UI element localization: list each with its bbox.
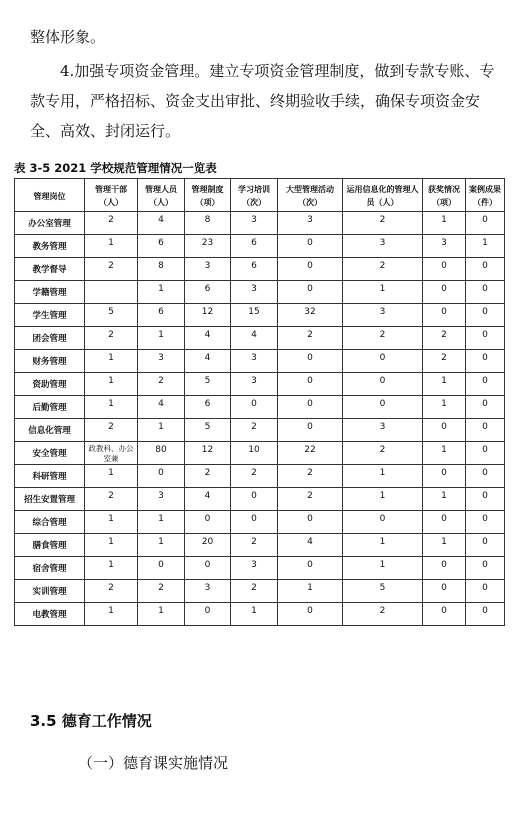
table-row [15,350,505,373]
table-cell: 6 [231,258,278,281]
table-cell: 12 [185,304,231,327]
table-cell: 5 [185,419,231,442]
table-cell: 1 [423,373,466,396]
table-cell: 0 [231,488,278,511]
table-cell: 0 [423,465,466,488]
table-cell: 2 [138,373,185,396]
table-cell: 12 [185,442,231,465]
table-row [15,534,505,557]
table-cell: 2 [343,212,423,235]
table-cell: 0 [423,557,466,580]
row-label: 科研管理 [15,465,85,488]
row-label: 教学督导 [15,258,85,281]
table-cell: 2 [85,258,138,281]
subsection-title: （一）德育课实施情况 [78,754,229,772]
table-caption: 表 3-5 2021 学校规范管理情况一览表 [14,161,217,175]
table-cell: 32 [278,304,343,327]
column-header: 案例成果（件） [466,179,505,212]
table-cell: 2 [343,327,423,350]
table-cell [85,281,138,304]
row-label: 膳食管理 [15,534,85,557]
table-row [15,304,505,327]
table-cell: 政教科、办公室兼 [85,442,138,465]
table-cell: 1 [138,281,185,304]
table-row [15,235,505,258]
row-label: 安全管理 [15,442,85,465]
table-cell: 2 [231,419,278,442]
row-label: 后勤管理 [15,396,85,419]
table-cell: 0 [466,304,505,327]
table-cell: 1 [85,373,138,396]
table-cell: 0 [466,580,505,603]
table-cell: 0 [231,511,278,534]
table-cell: 3 [231,281,278,304]
table-cell: 0 [423,304,466,327]
row-label: 招生安置管理 [15,488,85,511]
table-cell: 0 [423,258,466,281]
table-cell: 3 [185,258,231,281]
table-cell: 4 [138,396,185,419]
table-cell: 2 [278,465,343,488]
table-cell: 3 [231,212,278,235]
table-cell: 0 [423,281,466,304]
table-cell: 5 [185,373,231,396]
table-cell: 3 [231,557,278,580]
table-cell: 1 [423,442,466,465]
table-cell: 0 [466,442,505,465]
row-label: 办公室管理 [15,212,85,235]
table-cell: 1 [85,235,138,258]
table-cell: 15 [231,304,278,327]
table-cell: 3 [231,350,278,373]
table-cell: 5 [343,580,423,603]
table-cell: 4 [231,327,278,350]
table-cell: 0 [138,465,185,488]
table-cell: 3 [231,373,278,396]
table-cell: 0 [466,350,505,373]
table-cell: 2 [343,603,423,626]
table-cell: 1 [343,488,423,511]
column-header: 学习培训（次） [231,179,278,212]
table-cell: 0 [138,557,185,580]
table-cell: 2 [85,327,138,350]
table-cell: 0 [278,350,343,373]
table-cell: 0 [343,373,423,396]
table-cell: 0 [278,511,343,534]
table-cell: 0 [278,557,343,580]
table-row [15,212,505,235]
table-cell: 0 [466,419,505,442]
table-cell: 0 [466,511,505,534]
table-cell: 4 [185,488,231,511]
table-cell: 0 [185,557,231,580]
table-cell: 0 [423,580,466,603]
column-header: 管理岗位 [15,179,85,212]
table-cell: 0 [466,465,505,488]
table-cell: 1 [231,603,278,626]
table-cell: 1 [423,212,466,235]
table-cell: 3 [343,419,423,442]
paragraph-intro: 整体形象。 [30,28,106,46]
table-cell: 3 [343,304,423,327]
row-label: 财务管理 [15,350,85,373]
table-cell: 1 [343,465,423,488]
table-cell: 3 [343,235,423,258]
table-cell: 0 [466,281,505,304]
table-row [15,465,505,488]
table-row [15,442,505,465]
row-label: 资助管理 [15,373,85,396]
table-cell: 1 [423,534,466,557]
column-header: 大型管理活动（次） [278,179,343,212]
table-cell: 0 [466,373,505,396]
table-cell: 8 [138,258,185,281]
table-cell: 4 [185,327,231,350]
table-cell: 0 [466,534,505,557]
table-cell: 2 [138,580,185,603]
table-body [15,212,505,626]
table-cell: 2 [423,350,466,373]
column-header: 管理干部（人） [85,179,138,212]
table-cell: 1 [85,350,138,373]
table-cell: 3 [138,350,185,373]
row-label: 实训管理 [15,580,85,603]
table-cell: 20 [185,534,231,557]
table-cell: 10 [231,442,278,465]
table-cell: 2 [85,212,138,235]
table-cell: 0 [423,511,466,534]
table-cell: 0 [466,212,505,235]
row-label: 宿舍管理 [15,557,85,580]
table-row [15,557,505,580]
table-row [15,580,505,603]
table-cell: 5 [85,304,138,327]
table-cell: 2 [85,488,138,511]
table-cell: 0 [278,281,343,304]
row-label: 教务管理 [15,235,85,258]
table-cell: 4 [278,534,343,557]
table-cell: 0 [185,511,231,534]
table-cell: 0 [466,557,505,580]
table-cell: 3 [423,235,466,258]
table-cell: 1 [423,488,466,511]
column-header: 获奖情况（项） [423,179,466,212]
table-cell: 1 [85,465,138,488]
table-cell: 2 [85,580,138,603]
table-cell: 8 [185,212,231,235]
table-row [15,396,505,419]
table-cell: 1 [343,534,423,557]
table-cell: 1 [423,396,466,419]
table-cell: 1 [138,511,185,534]
table-cell: 6 [138,235,185,258]
table-cell: 1 [85,396,138,419]
table-cell: 6 [185,396,231,419]
table-header-row [15,179,505,212]
table-cell: 22 [278,442,343,465]
table-cell: 3 [278,212,343,235]
table-cell: 2 [231,465,278,488]
table-cell: 0 [343,350,423,373]
row-label: 信息化管理 [15,419,85,442]
row-label: 综合管理 [15,511,85,534]
table-cell: 6 [138,304,185,327]
table-cell: 0 [278,373,343,396]
table-cell: 3 [138,488,185,511]
table-cell: 1 [85,557,138,580]
table-cell: 6 [185,281,231,304]
table-cell: 2 [278,327,343,350]
table-cell: 0 [466,488,505,511]
table-cell: 2 [231,534,278,557]
row-label: 电教管理 [15,603,85,626]
table-cell: 2 [343,442,423,465]
table-cell: 23 [185,235,231,258]
section-title: 3.5 德育工作情况 [30,712,152,730]
table-cell: 1 [138,534,185,557]
table-cell: 1 [343,557,423,580]
table-row [15,603,505,626]
table-cell: 0 [466,327,505,350]
table-cell: 1 [85,603,138,626]
management-table [14,178,505,626]
table-cell: 0 [185,603,231,626]
table-cell: 0 [278,235,343,258]
table-cell: 1 [138,603,185,626]
column-header: 运用信息化的管理人员（人） [343,179,423,212]
table-cell: 1 [138,327,185,350]
table-cell: 2 [278,488,343,511]
table-row [15,373,505,396]
table-cell: 1 [85,511,138,534]
table-cell: 0 [466,396,505,419]
table-cell: 3 [185,580,231,603]
table-cell: 2 [423,327,466,350]
table-row [15,327,505,350]
table-cell: 0 [278,396,343,419]
table-cell: 0 [466,603,505,626]
table-row [15,281,505,304]
table-cell: 0 [231,396,278,419]
table-cell: 4 [138,212,185,235]
table-cell: 0 [278,603,343,626]
table-cell: 0 [343,511,423,534]
row-label: 学籍管理 [15,281,85,304]
table-row [15,258,505,281]
table-cell: 0 [278,258,343,281]
column-header: 管理人员（人） [138,179,185,212]
table-cell: 80 [138,442,185,465]
table-row [15,488,505,511]
table-cell: 1 [278,580,343,603]
table-cell: 1 [85,534,138,557]
row-label: 团会管理 [15,327,85,350]
table-cell: 6 [231,235,278,258]
table-row [15,419,505,442]
row-label: 学生管理 [15,304,85,327]
table-cell: 2 [185,465,231,488]
table-cell: 4 [185,350,231,373]
table-cell: 0 [466,258,505,281]
table-cell: 1 [466,235,505,258]
table-cell: 2 [231,580,278,603]
table-row [15,511,505,534]
table-cell: 1 [343,281,423,304]
table-cell: 1 [138,419,185,442]
table-cell: 0 [423,419,466,442]
paragraph-fund-management: 4.加强专项资金管理。建立专项资金管理制度，做到专款专账、专款专用，严格招标、资金支出审批、终期验收手续，确保专项资金安全、高效、封闭运行。 [30,62,495,140]
column-header: 管理制度（项） [185,179,231,212]
table-cell: 0 [278,419,343,442]
table-cell: 2 [343,258,423,281]
table-cell: 2 [85,419,138,442]
table-cell: 0 [423,603,466,626]
table-cell: 0 [343,396,423,419]
